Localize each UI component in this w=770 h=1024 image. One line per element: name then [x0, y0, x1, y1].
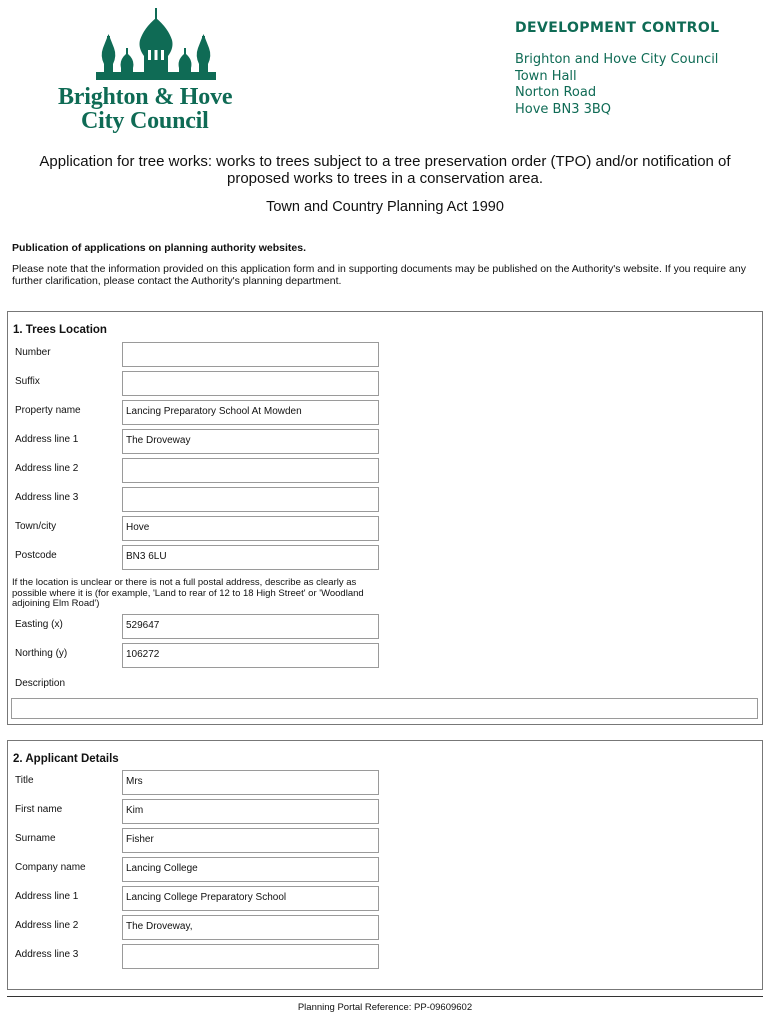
location-note: If the location is unclear or there is not a full postal address, describe as clearly as possible where it is (for example, 'Land to rear of 12 to 18 High Street' or 'Woodland adjoining Elm Road')	[12, 577, 364, 609]
section-title: 1. Trees Location	[13, 324, 107, 336]
address-line: Town Hall	[515, 68, 577, 84]
address-line: Brighton and Hove City Council	[515, 52, 719, 67]
department-title: DEVELOPMENT CONTROL	[515, 20, 720, 36]
northing-field[interactable]: 106272	[122, 643, 379, 668]
address-line2-field[interactable]	[122, 458, 379, 483]
address-line3-field[interactable]	[122, 487, 379, 512]
company-name-field[interactable]: Lancing College	[122, 857, 379, 882]
town-city-label: Town/city	[15, 521, 57, 532]
section-trees-location	[7, 311, 763, 725]
company-name-label: Company name	[15, 862, 86, 873]
northing-label: Northing (y)	[15, 648, 68, 659]
form-title-line2: proposed works to trees in a conservation area.	[226, 170, 543, 187]
description-label: Description	[15, 678, 66, 689]
town-city-field[interactable]: Hove	[122, 516, 379, 541]
form-title-line1: Application for tree works: works to trees subject to a tree preservation order (TPO) and/or notification of	[39, 153, 731, 170]
suffix-label: Suffix	[15, 376, 40, 387]
applicant-address-line2-field[interactable]: The Droveway,	[122, 915, 379, 940]
applicant-address-line3-label: Address line 3	[15, 949, 79, 960]
address-line3-label: Address line 3	[15, 492, 79, 503]
title-field[interactable]: Mrs	[122, 770, 379, 795]
postcode-label: Postcode	[15, 550, 57, 561]
logo-text-line2: City Council	[81, 108, 209, 134]
address-line: Norton Road	[515, 85, 597, 100]
address-line: Hove BN3 3BQ	[515, 101, 612, 117]
pavilion-domes-icon	[86, 6, 226, 84]
publication-heading: Publication of applications on planning authority websites.	[12, 242, 307, 254]
first-name-field[interactable]: Kim	[122, 799, 379, 824]
surname-field[interactable]: Fisher	[122, 828, 379, 853]
property-name-label: Property name	[15, 405, 81, 416]
publication-text: Please note that the information provided on this application form and in supporting documents may be published on the Authority's website. If you require any further clarification, please contact the Authority's planning department.	[12, 263, 746, 287]
suffix-field[interactable]	[122, 371, 379, 396]
title-label: Title	[15, 775, 34, 786]
logo-text-line1: Brighton & Hove	[58, 84, 233, 110]
applicant-address-line3-field[interactable]	[122, 944, 379, 969]
easting-field[interactable]: 529647	[122, 614, 379, 639]
description-field[interactable]	[11, 698, 758, 719]
address-line1-field[interactable]: The Droveway	[122, 429, 379, 454]
council-logo	[56, 6, 256, 134]
postcode-field[interactable]: BN3 6LU	[122, 545, 379, 570]
address-line1-label: Address line 1	[15, 434, 79, 445]
address-line2-label: Address line 2	[15, 463, 79, 474]
applicant-address-line1-field[interactable]: Lancing College Preparatory School	[122, 886, 379, 911]
section-applicant-details	[7, 740, 763, 990]
section-title: 2. Applicant Details	[13, 753, 119, 765]
act-title: Town and Country Planning Act 1990	[266, 199, 504, 215]
number-field[interactable]	[122, 342, 379, 367]
department-address	[515, 52, 719, 118]
department-block	[515, 20, 719, 118]
first-name-label: First name	[15, 804, 63, 815]
applicant-address-line1-label: Address line 1	[15, 891, 79, 902]
number-label: Number	[15, 347, 51, 358]
form-title	[20, 153, 750, 187]
footer-divider	[7, 996, 763, 997]
applicant-address-line2-label: Address line 2	[15, 920, 79, 931]
easting-label: Easting (x)	[15, 619, 63, 630]
property-name-field[interactable]: Lancing Preparatory School At Mowden	[122, 400, 379, 425]
portal-reference: Planning Portal Reference: PP-09609602	[297, 1002, 473, 1013]
surname-label: Surname	[15, 833, 56, 844]
